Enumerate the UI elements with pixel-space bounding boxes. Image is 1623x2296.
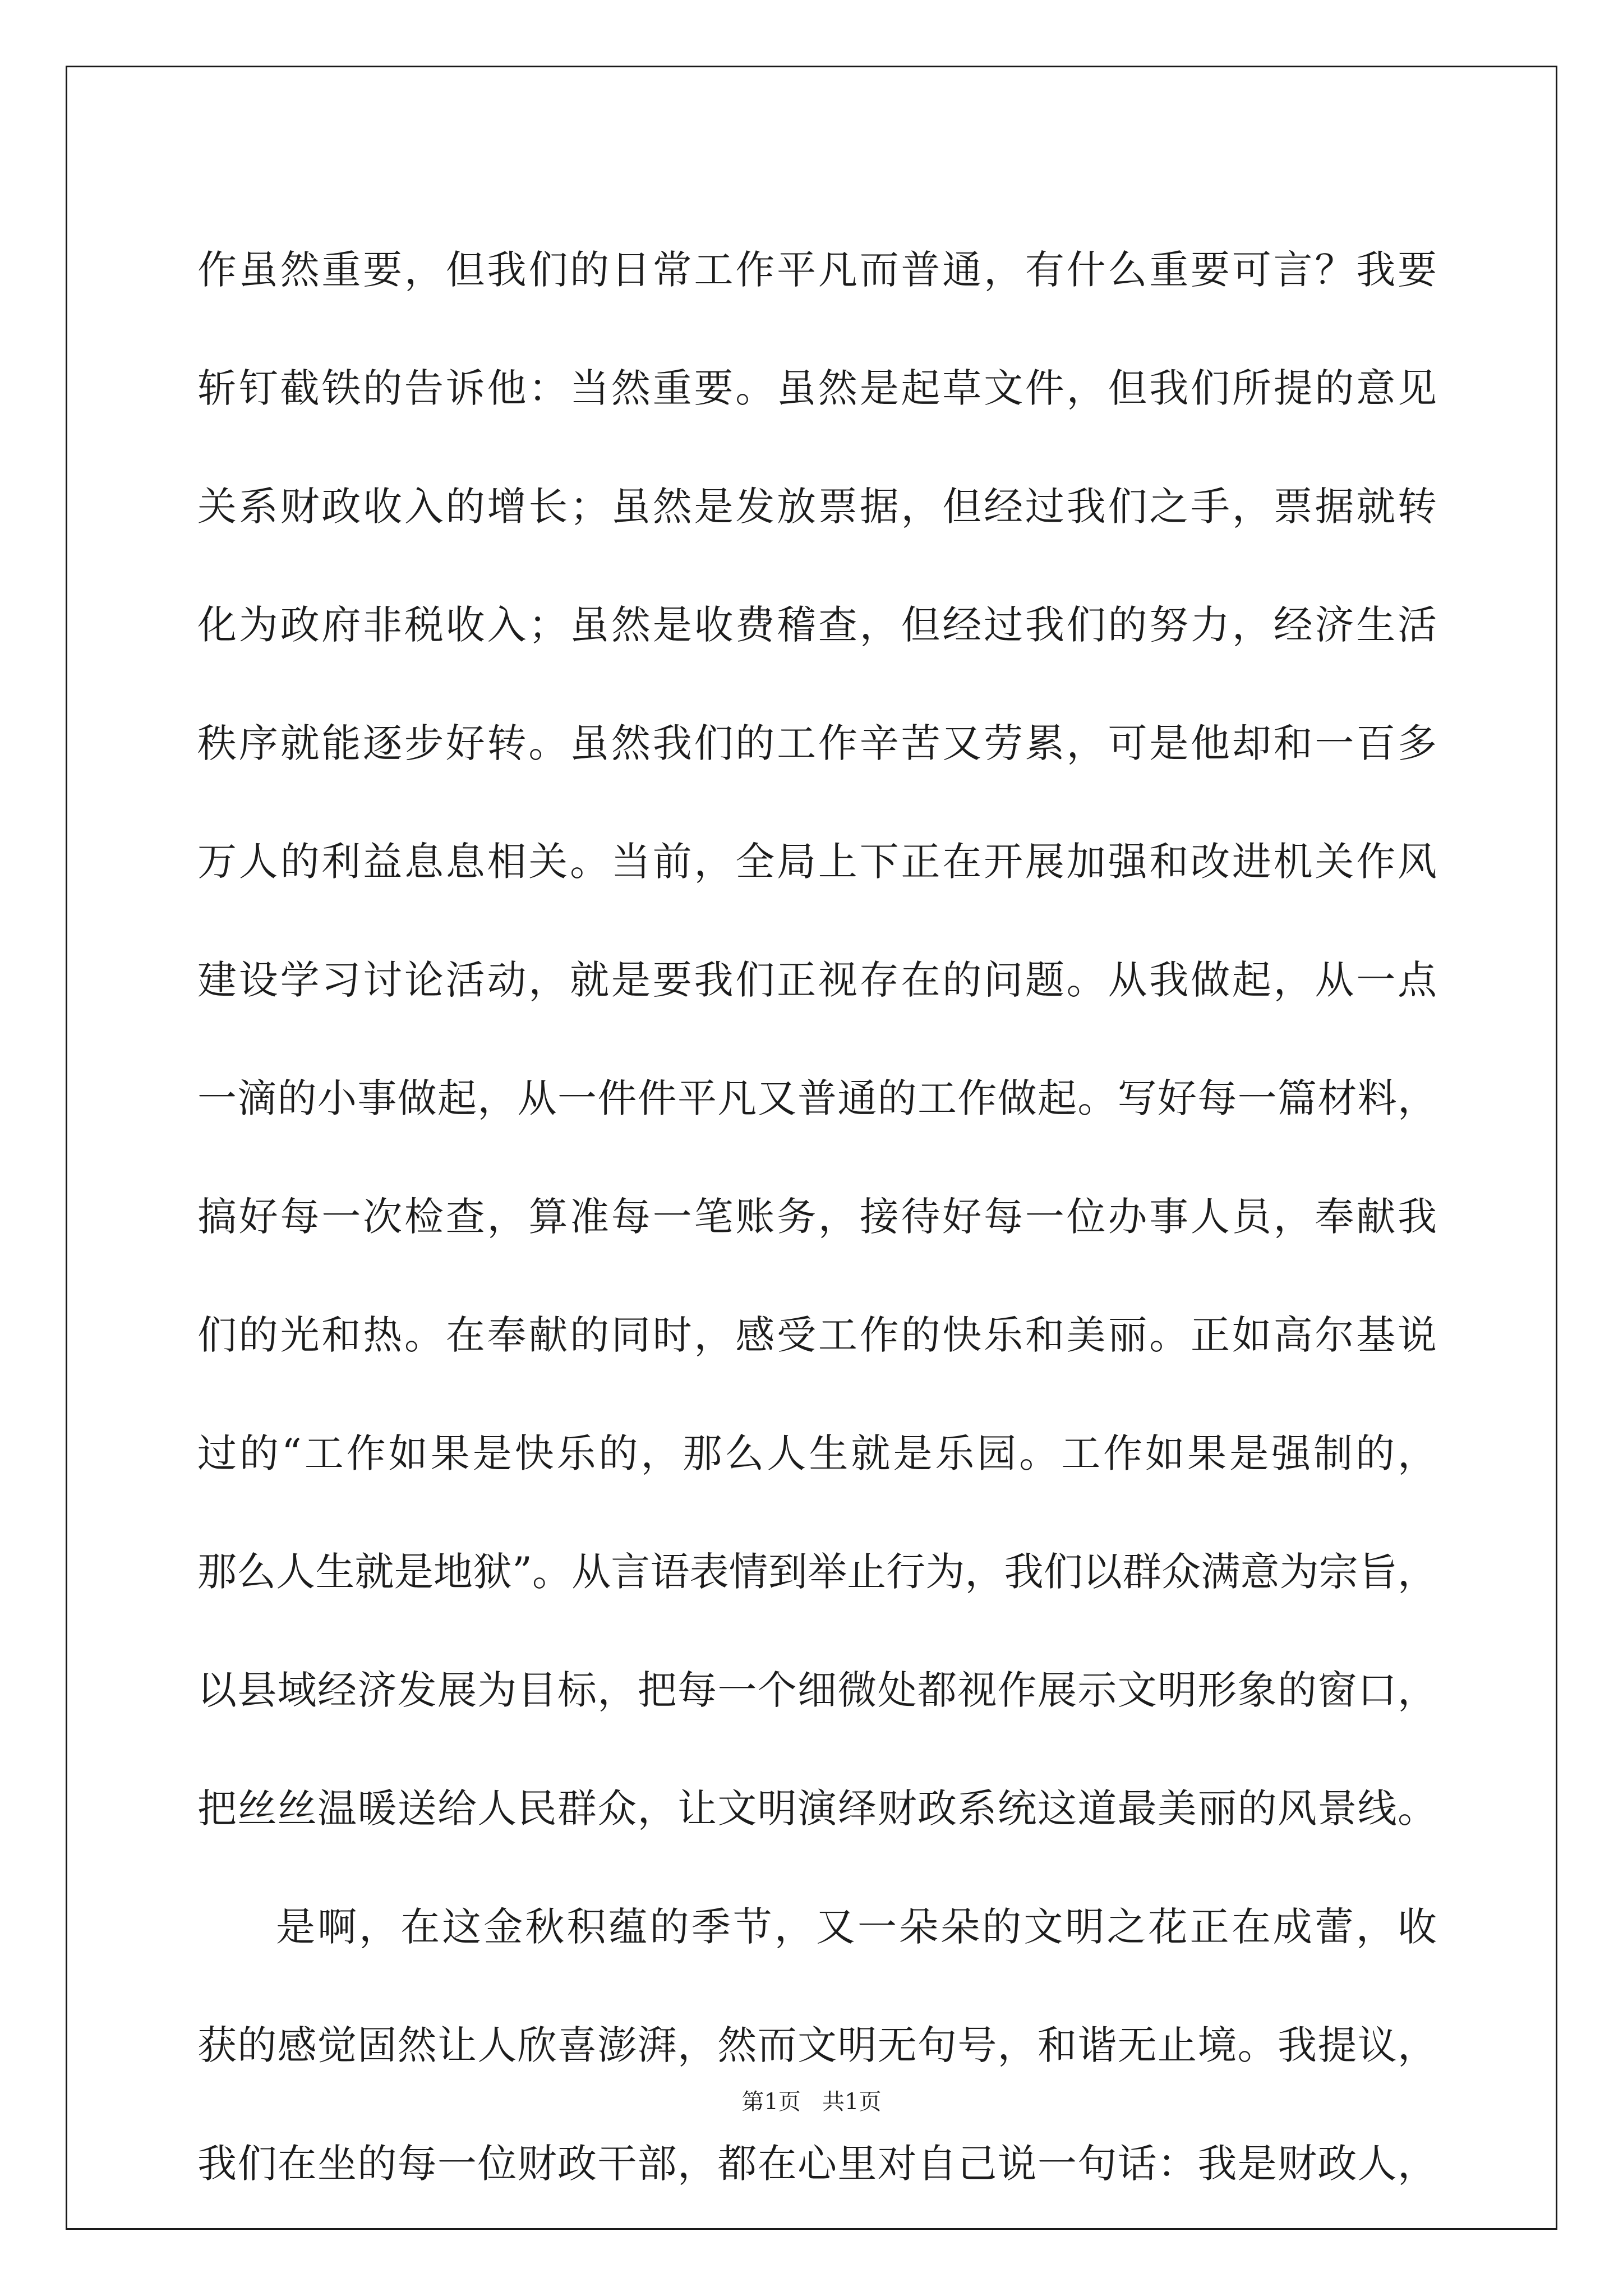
text-line: 我们在坐的每一位财政干部，都在心里对自己说一句话：我是财政人， — [197, 2141, 1437, 2187]
text-line: 获的感觉固然让人欣喜澎湃，然而文明无句号，和谐无止境。我提议， — [197, 2022, 1437, 2068]
paragraph-first-line: 是啊，在这金秋积蕴的季节，又一朵朵的文明之花正在成蕾，收 — [276, 1904, 1437, 1950]
text-line: 作虽然重要，但我们的日常工作平凡而普通，有什么重要可言？我要 — [197, 247, 1437, 293]
text-line: 过的“工作如果是快乐的，那么人生就是乐园。工作如果是强制的， — [197, 1430, 1437, 1476]
text-line: 把丝丝温暖送给人民群众，让文明演绎财政系统这道最美丽的风景线。 — [197, 1786, 1437, 1832]
document-body — [197, 211, 1437, 2223]
text-line: 搞好每一次检查，算准每一笔账务，接待好每一位办事人员，奉献我 — [197, 1194, 1437, 1240]
text-line: 关系财政收入的增长；虽然是发放票据，但经过我们之手，票据就转 — [197, 484, 1437, 530]
text-line: 秩序就能逐步好转。虽然我们的工作辛苦又劳累，可是他却和一百多 — [197, 720, 1437, 766]
text-line: 万人的利益息息相关。当前，全局上下正在开展加强和改进机关作风 — [197, 839, 1437, 885]
page-footer: 第1页 共1页 — [741, 2089, 882, 2115]
text-line: 建设学习讨论活动，就是要我们正视存在的问题。从我做起，从一点 — [197, 957, 1437, 1003]
text-line: 斩钉截铁的告诉他：当然重要。虽然是起草文件，但我们所提的意见 — [197, 365, 1437, 411]
text-line: 那么人生就是地狱”。从言语表情到举止行为，我们以群众满意为宗旨， — [197, 1549, 1437, 1595]
text-line: 化为政府非税收入；虽然是收费稽查，但经过我们的努力，经济生活 — [197, 602, 1437, 648]
text-line: 一滴的小事做起，从一件件平凡又普通的工作做起。写好每一篇材料， — [197, 1075, 1437, 1121]
text-line: 们的光和热。在奉献的同时，感受工作的快乐和美丽。正如高尔基说 — [197, 1312, 1437, 1358]
text-line: 以县域经济发展为目标，把每一个细微处都视作展示文明形象的窗口， — [197, 1667, 1437, 1713]
